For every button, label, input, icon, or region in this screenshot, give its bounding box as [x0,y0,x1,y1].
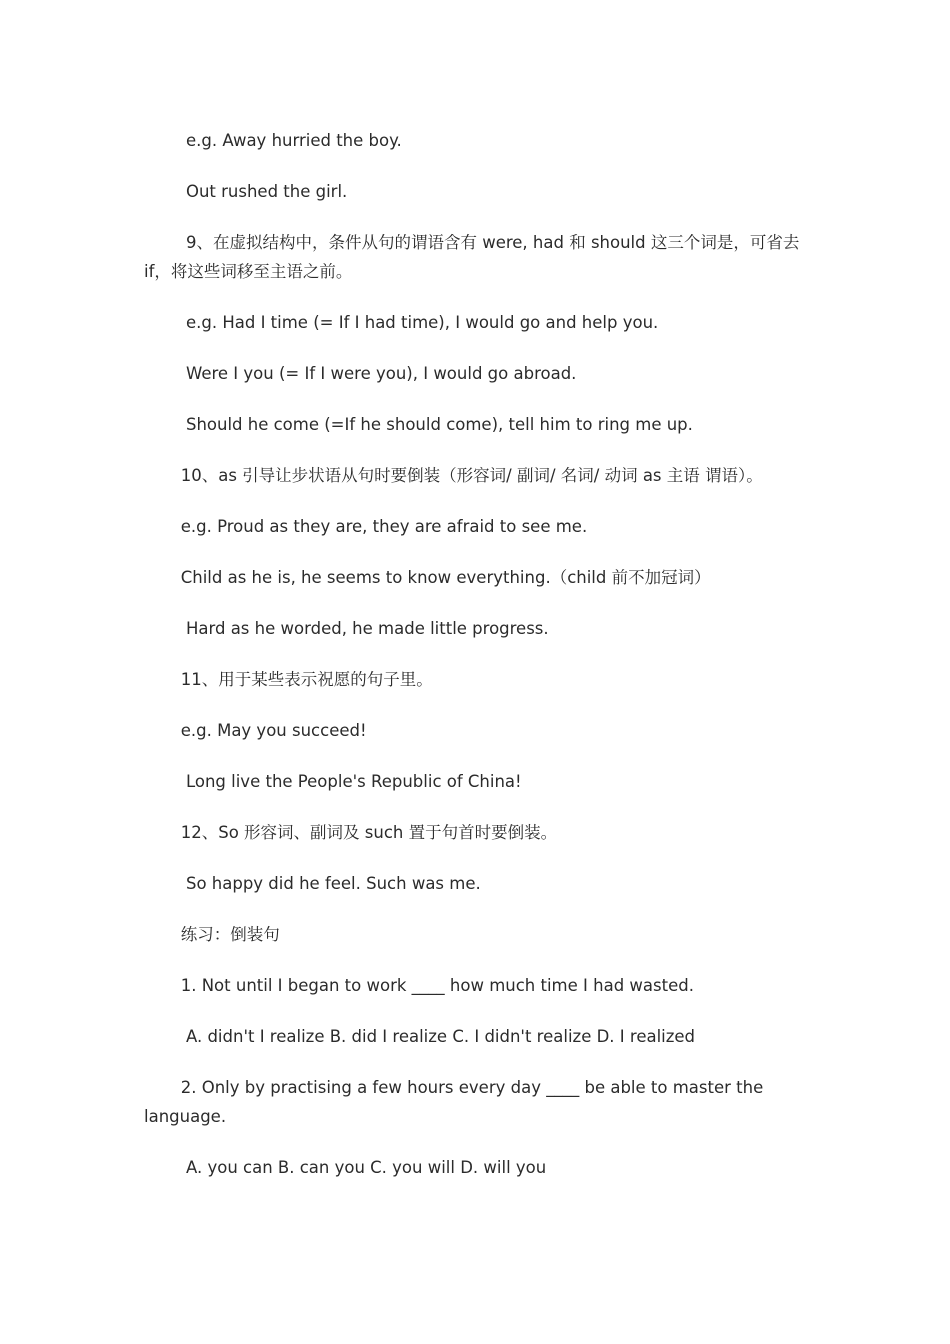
text-line: e.g. Away hurried the boy. [144,131,402,150]
text-line: Should he come (=If he should come), tell him to ring me up. [144,415,693,434]
text-line: 12、So 形容词、副词及 such 置于句首时要倒装。 [144,823,558,842]
text-line: Were I you (= If I were you), I would go abroad. [144,364,577,383]
answer-options: A. you can B. can you C. you will D. will you [144,1158,547,1177]
text-line: 9、在虚拟结构中，条件从句的谓语含有 were, had 和 should 这三个词是，可省去 if，将这些词移至主语之前。 [144,233,805,281]
text-line: 11、用于某些表示祝愿的句子里。 [144,670,433,689]
exercise-heading: 练习：倒装句 [144,925,280,944]
text-line: 10、as 引导让步状语从句时要倒装（形容词/ 副词/ 名词/ 动词 as 主语 谓语）。 [144,466,763,485]
text-line: Long live the People's Republic of China! [144,772,522,791]
question-line: 1. Not until I began to work ____ how much time I had wasted. [144,976,694,995]
text-line: Out rushed the girl. [144,182,348,201]
text-line: e.g. Had I time (= If I had time), I would go and help you. [144,313,659,332]
text-line: e.g. Proud as they are, they are afraid to see me. [144,517,588,536]
answer-options: A. didn't I realize B. did I realize C. I didn't realize D. I realized [144,1027,696,1046]
text-line: So happy did he feel. Such was me. [144,874,481,893]
text-line: Child as he is, he seems to know everything.（child 前不加冠词） [144,568,711,587]
text-line: Hard as he worded, he made little progress. [144,619,549,638]
question-line: 2. Only by practising a few hours every day ____ be able to master the language. [144,1078,769,1126]
text-line: e.g. May you succeed! [144,721,367,740]
